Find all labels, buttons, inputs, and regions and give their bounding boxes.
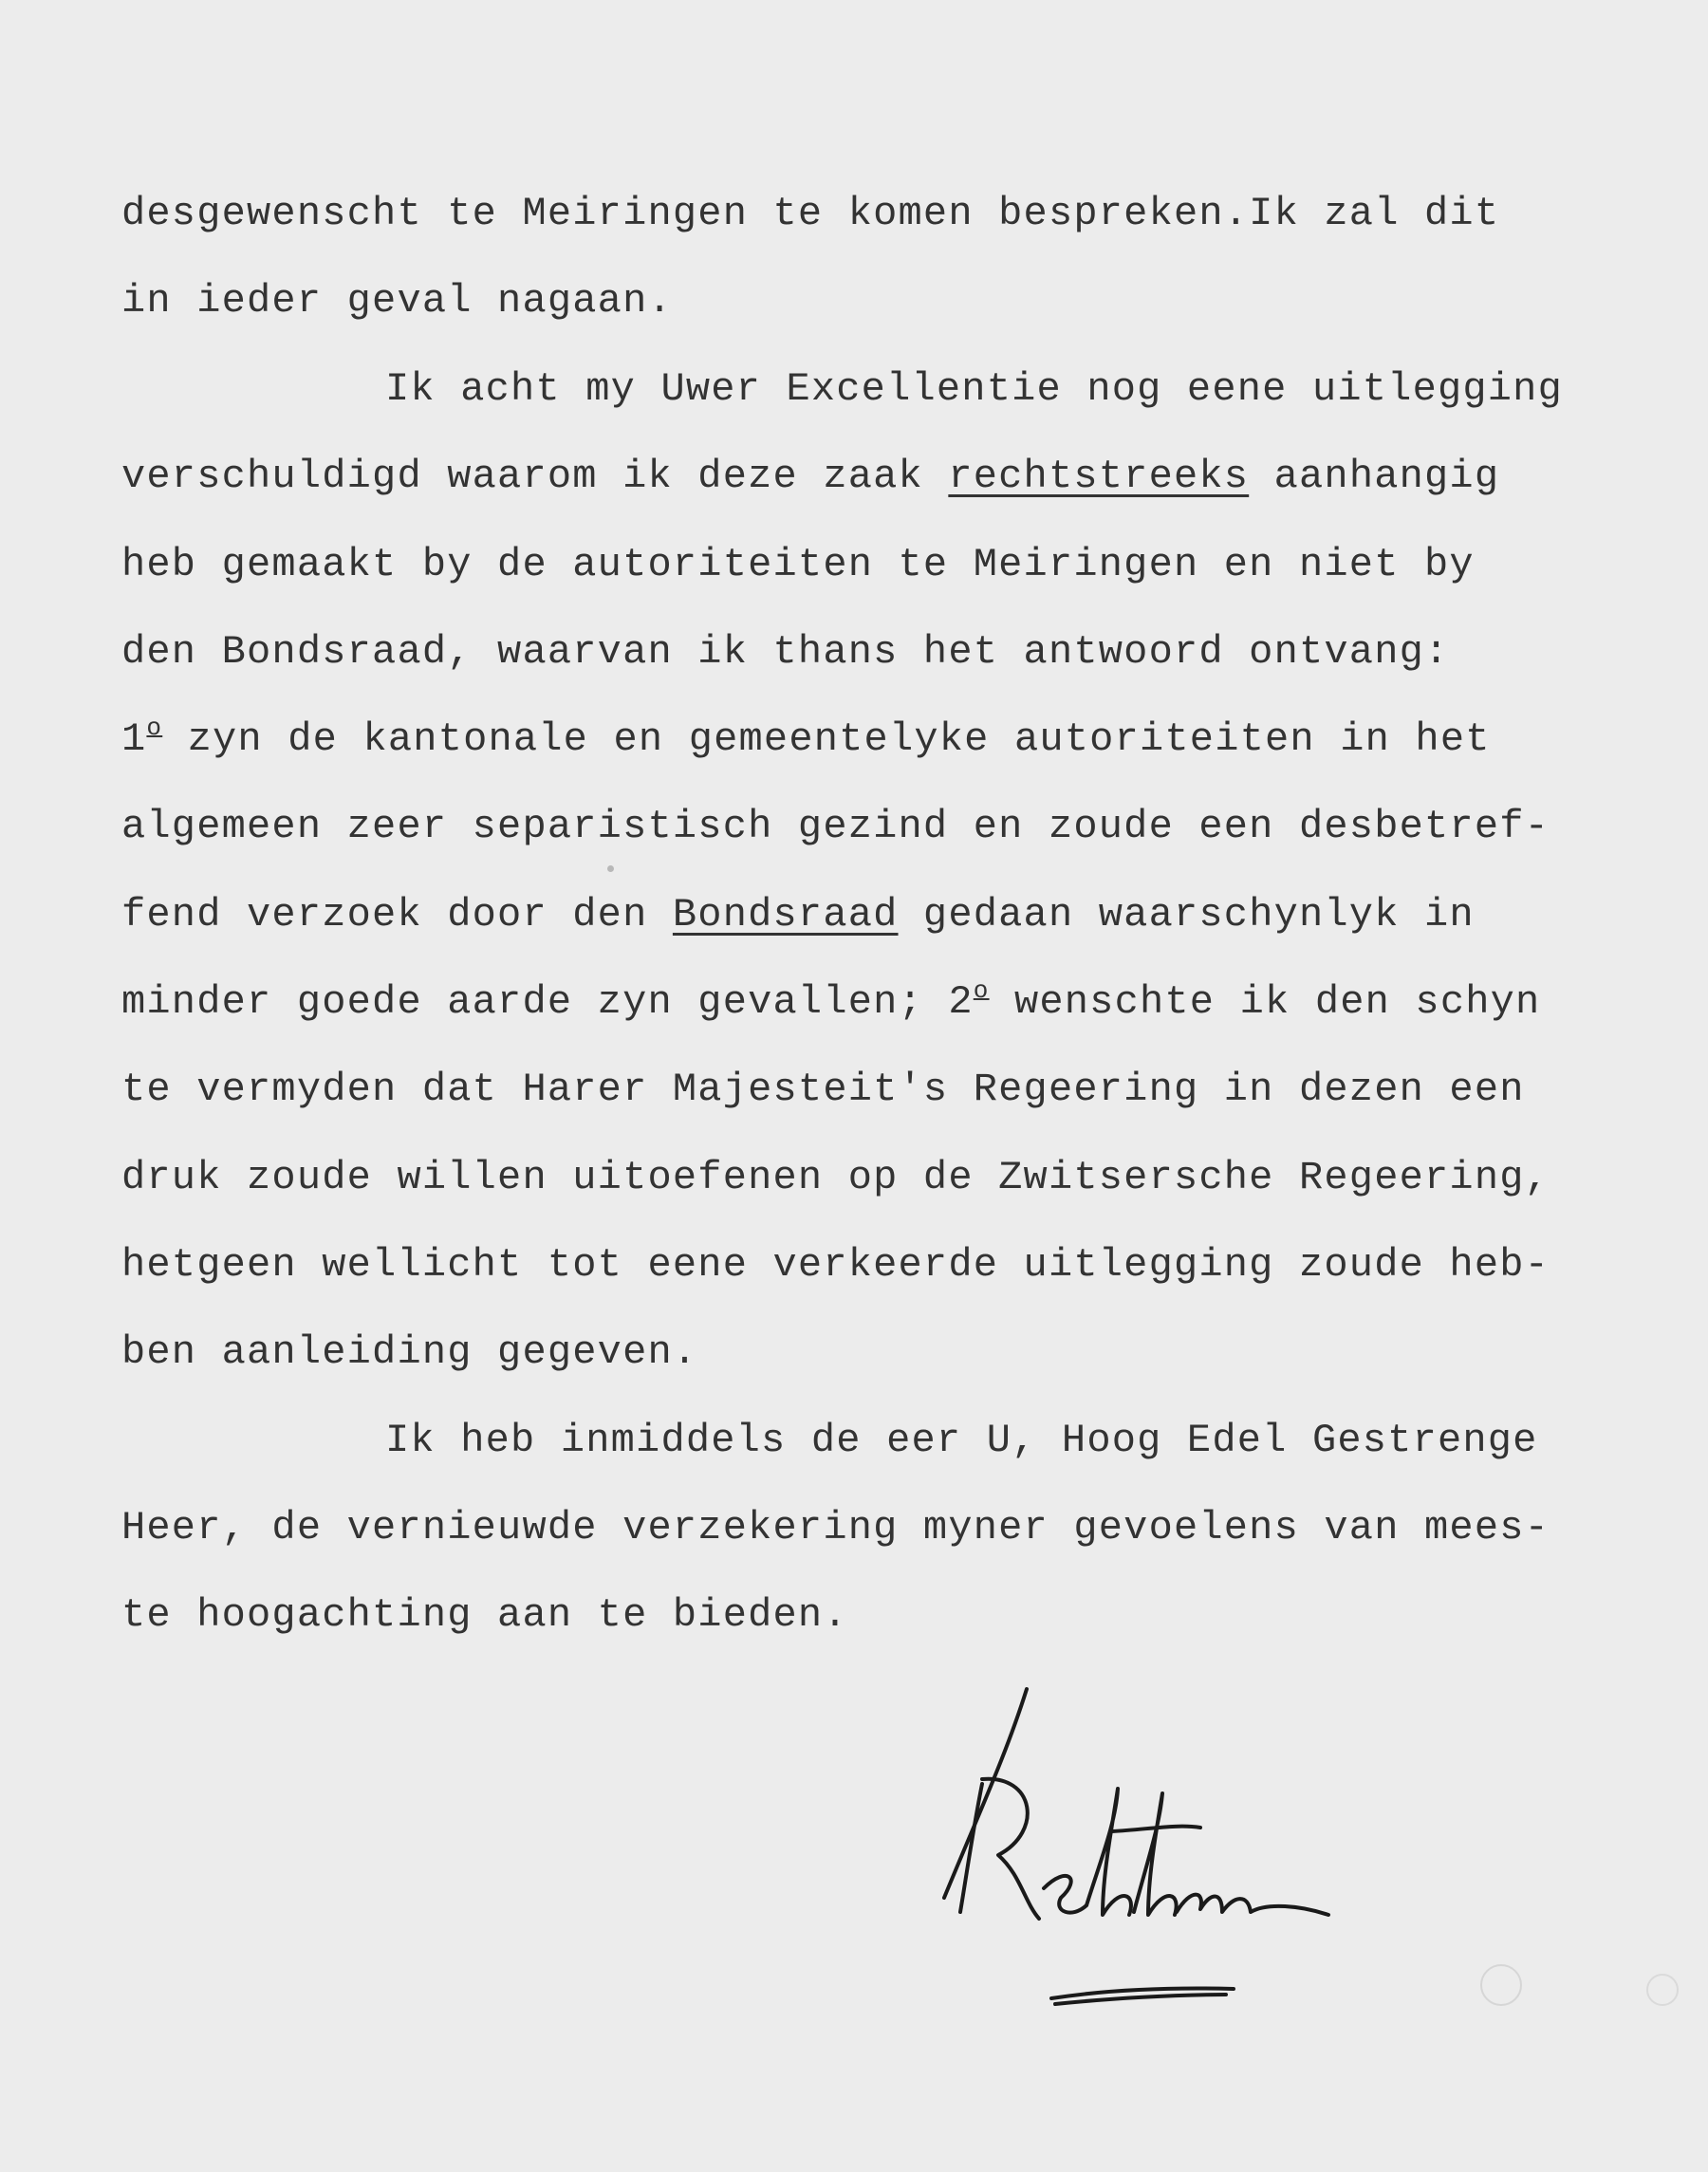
letter-line: te vermyden dat Harer Majesteit's Regeering in dezen een [121, 1067, 1525, 1112]
letter-line: 1$^o$ zyn de kantonale en gemeentelyke autoriteiten in het [121, 714, 1491, 762]
letter-line: Ik acht my Uwer Excellentie nog eene uitlegging [385, 366, 1563, 412]
underlined-word: rechtstreeks [948, 454, 1250, 499]
ordinal-marker: o [146, 714, 163, 742]
letter-line: algemeen zeer separistisch gezind en zoude een desbetref- [121, 804, 1550, 849]
letter-line: fend verzoek door den Bondsraad gedaan waarschynlyk in [121, 892, 1475, 937]
letter-line: heb gemaakt by de autoriteiten te Meiringen en niet by [121, 542, 1475, 587]
letter-line: desgewenscht te Meiringen te komen bespreken.Ik zal dit [121, 191, 1500, 236]
paper-speck [1480, 1964, 1522, 2006]
letter-line: druk zoude willen uitoefenen op de Zwitsersche Regeering, [121, 1155, 1550, 1200]
underlined-word: Bondsraad [672, 892, 899, 937]
letter-line: ben aanleiding gegeven. [121, 1329, 698, 1375]
ordinal-marker: o [973, 976, 990, 1005]
letter-line: minder goede aarde zyn gevallen; 2$^o$ wenschte ik den schyn [121, 976, 1541, 1025]
letter-line: in ieder geval nagaan. [121, 278, 673, 324]
letter-line: Heer, de vernieuwde verzekering myner gevoelens van mees- [121, 1505, 1550, 1550]
handwritten-signature [892, 1670, 1366, 2031]
paper-speck [607, 865, 614, 872]
letter-line: hetgeen wellicht tot eene verkeerde uitlegging zoude heb- [121, 1242, 1550, 1288]
paper-speck [1646, 1974, 1679, 2006]
letter-line: den Bondsraad, waarvan ik thans het antwoord ontvang: [121, 629, 1450, 675]
letter-line: te hoogachting aan te bieden. [121, 1592, 848, 1638]
letter-line: Ik heb inmiddels de eer U, Hoog Edel Gestrenge [385, 1418, 1538, 1463]
letter-line: verschuldigd waarom ik deze zaak rechtstreeks aanhangig [121, 454, 1500, 499]
